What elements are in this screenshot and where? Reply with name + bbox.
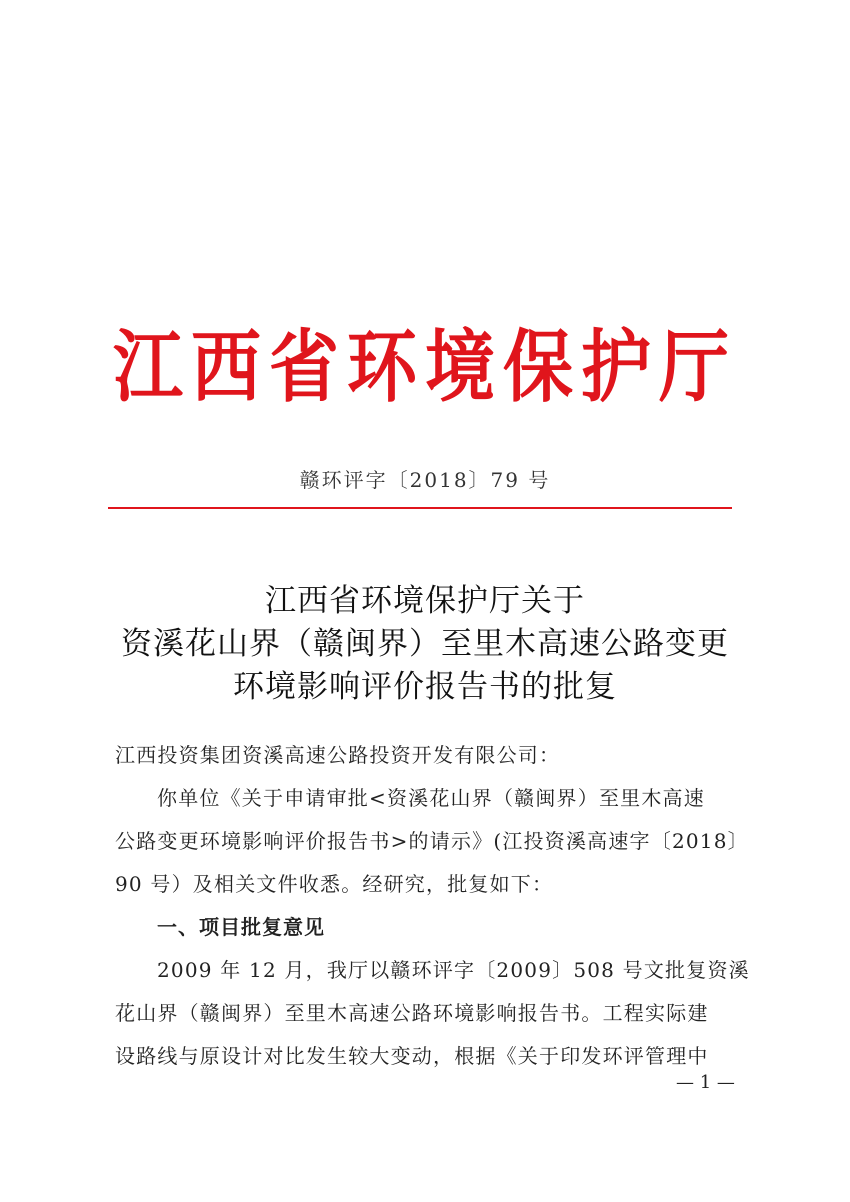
paragraph-1-line-1: 你单位《关于申请审批<资溪花山界（赣闽界）至里木高速 (157, 786, 705, 810)
red-divider-rule (108, 507, 732, 509)
title-line-2: 资溪花山界（赣闽界）至里木高速公路变更 (121, 626, 729, 662)
section-1-heading: 一、项目批复意见 (157, 915, 325, 939)
page-number: — 1 — (676, 1072, 735, 1093)
paragraph-1-line-3: 90 号）及相关文件收悉。经研究，批复如下： (115, 872, 554, 896)
paragraph-2-line-1: 2009 年 12 月，我厅以赣环评字〔2009〕508 号文批复资溪 (157, 958, 750, 982)
title-line-3: 环境影响评价报告书的批复 (233, 669, 617, 705)
addressee-line: 江西投资集团资溪高速公路投资开发有限公司： (115, 743, 561, 767)
agency-header-title: 江西省环境保护厅 (113, 321, 737, 413)
document-number: 赣环评字〔2018〕79 号 (299, 468, 551, 492)
paragraph-2-line-2: 花山界（赣闽界）至里木高速公路环境影响报告书。工程实际建 (115, 1001, 709, 1025)
title-line-1: 江西省环境保护厅关于 (265, 583, 585, 619)
paragraph-1-line-2: 公路变更环境影响评价报告书>的请示》(江投资溪高速字〔2018〕 (115, 829, 749, 853)
document-title (0, 580, 850, 709)
paragraph-2-line-3: 设路线与原设计对比发生较大变动，根据《关于印发环评管理中 (115, 1044, 709, 1068)
document-body (115, 734, 750, 1078)
